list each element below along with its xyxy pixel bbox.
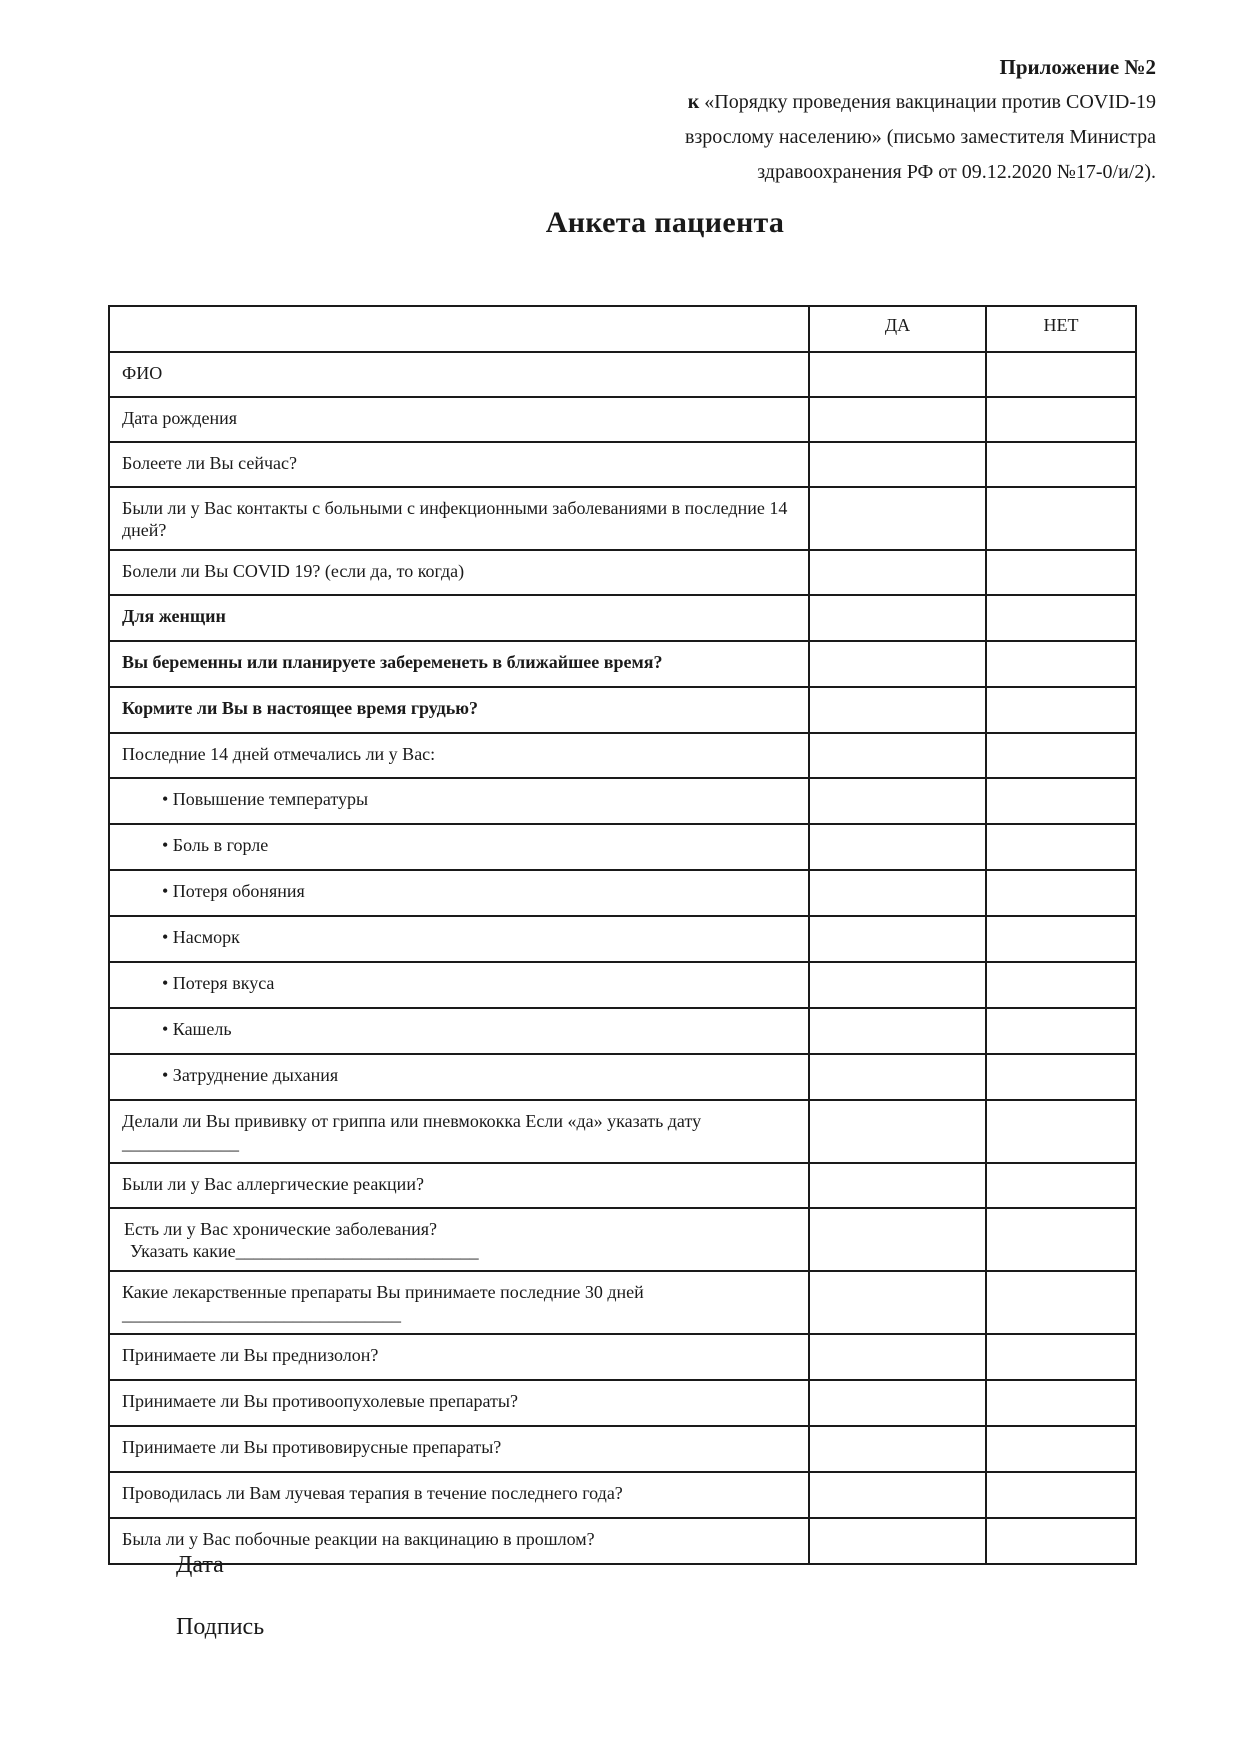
page-title: Анкета пациента — [545, 206, 785, 239]
table-row — [109, 778, 1136, 824]
answer-yes-cell[interactable] — [809, 778, 986, 824]
symptom-fever: • Повышение температуры — [109, 778, 809, 824]
answer-yes-cell[interactable] — [809, 1054, 986, 1100]
answer-yes-cell[interactable] — [809, 824, 986, 870]
question-symptoms-intro: Последние 14 дней отмечались ли у Вас: — [109, 733, 809, 778]
answer-yes-cell[interactable] — [809, 550, 986, 595]
answer-no-cell[interactable] — [986, 397, 1136, 442]
answer-no-cell[interactable] — [986, 595, 1136, 641]
answer-yes-cell[interactable] — [809, 687, 986, 733]
table-row — [109, 352, 1136, 397]
table-row — [109, 641, 1136, 687]
answer-yes-cell[interactable] — [809, 595, 986, 641]
question-had-covid: Болели ли Вы COVID 19? (если да, то когда) — [109, 550, 809, 595]
appendix-number: Приложение №2 — [999, 55, 1156, 79]
answer-no-cell[interactable] — [986, 733, 1136, 778]
question-birth-date: Дата рождения — [109, 397, 809, 442]
answer-no-cell[interactable] — [986, 1054, 1136, 1100]
answer-yes-cell[interactable] — [809, 1334, 986, 1380]
appendix-reference-line-2: взрослому населению» (письмо заместителя Министра — [684, 126, 1156, 148]
answer-no-cell[interactable] — [986, 1163, 1136, 1208]
patient-questionnaire-table — [108, 305, 1137, 1565]
table-row — [109, 442, 1136, 487]
table-row — [109, 1334, 1136, 1380]
table-row — [109, 824, 1136, 870]
answer-no-cell[interactable] — [986, 442, 1136, 487]
answer-no-cell[interactable] — [986, 550, 1136, 595]
appendix-reference-line-3: здравоохранения РФ от 09.12.2020 №17-0/и/2). — [757, 161, 1156, 183]
table-row — [109, 1163, 1136, 1208]
table-row — [109, 1271, 1136, 1334]
question-flu-pneumococcal-vaccine — [109, 1100, 809, 1163]
answer-yes-cell[interactable] — [809, 442, 986, 487]
chronic-diseases-blank: Указать какие___________________________ — [130, 1241, 479, 1261]
answer-no-cell[interactable] — [986, 1334, 1136, 1380]
answer-no-cell[interactable] — [986, 1518, 1136, 1564]
answer-yes-cell[interactable] — [809, 1008, 986, 1054]
answer-yes-cell[interactable] — [809, 487, 986, 550]
answer-no-cell[interactable] — [986, 1380, 1136, 1426]
table-row — [109, 916, 1136, 962]
answer-yes-cell[interactable] — [809, 1271, 986, 1334]
answer-yes-cell[interactable] — [809, 1208, 986, 1271]
answer-yes-cell[interactable] — [809, 916, 986, 962]
question-full-name: ФИО — [109, 352, 809, 397]
yes-column-header: ДА — [809, 306, 986, 352]
appendix-reference-text-1: «Порядку проведения вакцинации против COVID-19 — [704, 91, 1156, 113]
symptom-loss-of-taste: • Потеря вкуса — [109, 962, 809, 1008]
question-radiation-therapy: Проводилась ли Вам лучевая терапия в течение последнего года? — [109, 1472, 809, 1518]
answer-no-cell[interactable] — [986, 1208, 1136, 1271]
question-vaccination-side-effects: Была ли у Вас побочные реакции на вакцинацию в прошлом? — [109, 1518, 809, 1564]
date-label: Дата — [176, 1552, 224, 1578]
question-chronic-diseases — [109, 1208, 809, 1271]
document-header — [456, 50, 1156, 190]
answer-yes-cell[interactable] — [809, 1380, 986, 1426]
answer-no-cell[interactable] — [986, 916, 1136, 962]
table-row — [109, 733, 1136, 778]
answer-yes-cell[interactable] — [809, 1518, 986, 1564]
answer-no-cell[interactable] — [986, 1100, 1136, 1163]
question-chronic-diseases-text: Есть ли у Вас хронические заболевания? — [124, 1219, 438, 1239]
answer-no-cell[interactable] — [986, 824, 1136, 870]
question-prednisolone: Принимаете ли Вы преднизолон? — [109, 1334, 809, 1380]
question-currently-ill: Болеете ли Вы сейчас? — [109, 442, 809, 487]
symptom-cough: • Кашель — [109, 1008, 809, 1054]
table-row — [109, 1472, 1136, 1518]
answer-yes-cell[interactable] — [809, 733, 986, 778]
question-medications — [109, 1271, 809, 1334]
table-row — [109, 870, 1136, 916]
question-column-header — [109, 306, 809, 352]
table-row — [109, 1054, 1136, 1100]
question-flu-pneumococcal-vaccine-text: Делали ли Вы прививку от гриппа или пневмококка Если «да» указать дату — [122, 1111, 702, 1131]
question-medications-text: Какие лекарственные препараты Вы принимаете последние 30 дней — [122, 1282, 644, 1302]
answer-yes-cell[interactable] — [809, 962, 986, 1008]
answer-yes-cell[interactable] — [809, 397, 986, 442]
answer-yes-cell[interactable] — [809, 1472, 986, 1518]
answer-no-cell[interactable] — [986, 641, 1136, 687]
table-row — [109, 962, 1136, 1008]
answer-yes-cell[interactable] — [809, 1426, 986, 1472]
answer-no-cell[interactable] — [986, 487, 1136, 550]
question-breastfeeding: Кормите ли Вы в настоящее время грудью? — [109, 687, 809, 733]
table-row — [109, 1008, 1136, 1054]
answer-no-cell[interactable] — [986, 1271, 1136, 1334]
medications-blank: _______________________________ — [122, 1304, 401, 1324]
table-row — [109, 1518, 1136, 1564]
symptom-sore-throat: • Боль в горле — [109, 824, 809, 870]
no-column-header: НЕТ — [986, 306, 1136, 352]
answer-no-cell[interactable] — [986, 1472, 1136, 1518]
symptom-loss-of-smell: • Потеря обоняния — [109, 870, 809, 916]
answer-no-cell[interactable] — [986, 1008, 1136, 1054]
answer-yes-cell[interactable] — [809, 641, 986, 687]
answer-no-cell[interactable] — [986, 1426, 1136, 1472]
appendix-reference-prefix: к — [687, 91, 700, 113]
answer-no-cell[interactable] — [986, 962, 1136, 1008]
table-row — [109, 1426, 1136, 1472]
answer-no-cell[interactable] — [986, 687, 1136, 733]
answer-no-cell[interactable] — [986, 870, 1136, 916]
appendix-reference-line-1 — [456, 85, 1156, 120]
table-row — [109, 687, 1136, 733]
symptom-breathing-difficulty: • Затруднение дыхания — [109, 1054, 809, 1100]
answer-no-cell[interactable] — [986, 778, 1136, 824]
table-row — [109, 1380, 1136, 1426]
answer-yes-cell[interactable] — [809, 1163, 986, 1208]
section-for-women: Для женщин — [109, 595, 809, 641]
question-allergic-reactions: Были ли у Вас аллергические реакции? — [109, 1163, 809, 1208]
answer-yes-cell[interactable] — [809, 352, 986, 397]
answer-no-cell[interactable] — [986, 352, 1136, 397]
table-row — [109, 550, 1136, 595]
table-header-row — [109, 306, 1136, 352]
symptom-runny-nose: • Насморк — [109, 916, 809, 962]
question-antitumor-drugs: Принимаете ли Вы противоопухолевые препараты? — [109, 1380, 809, 1426]
answer-yes-cell[interactable] — [809, 1100, 986, 1163]
question-infection-contacts: Были ли у Вас контакты с больными с инфекционными заболеваниями в последние 14 дней? — [109, 487, 809, 550]
answer-yes-cell[interactable] — [809, 870, 986, 916]
table-row — [109, 397, 1136, 442]
question-antiviral-drugs: Принимаете ли Вы противовирусные препараты? — [109, 1426, 809, 1472]
vaccine-date-blank: _____________ — [122, 1133, 239, 1153]
table-row — [109, 1100, 1136, 1163]
question-pregnancy: Вы беременны или планируете забеременеть в ближайшее время? — [109, 641, 809, 687]
table-row — [109, 1208, 1136, 1271]
table-row — [109, 595, 1136, 641]
table-row — [109, 487, 1136, 550]
signature-label: Подпись — [176, 1614, 265, 1640]
